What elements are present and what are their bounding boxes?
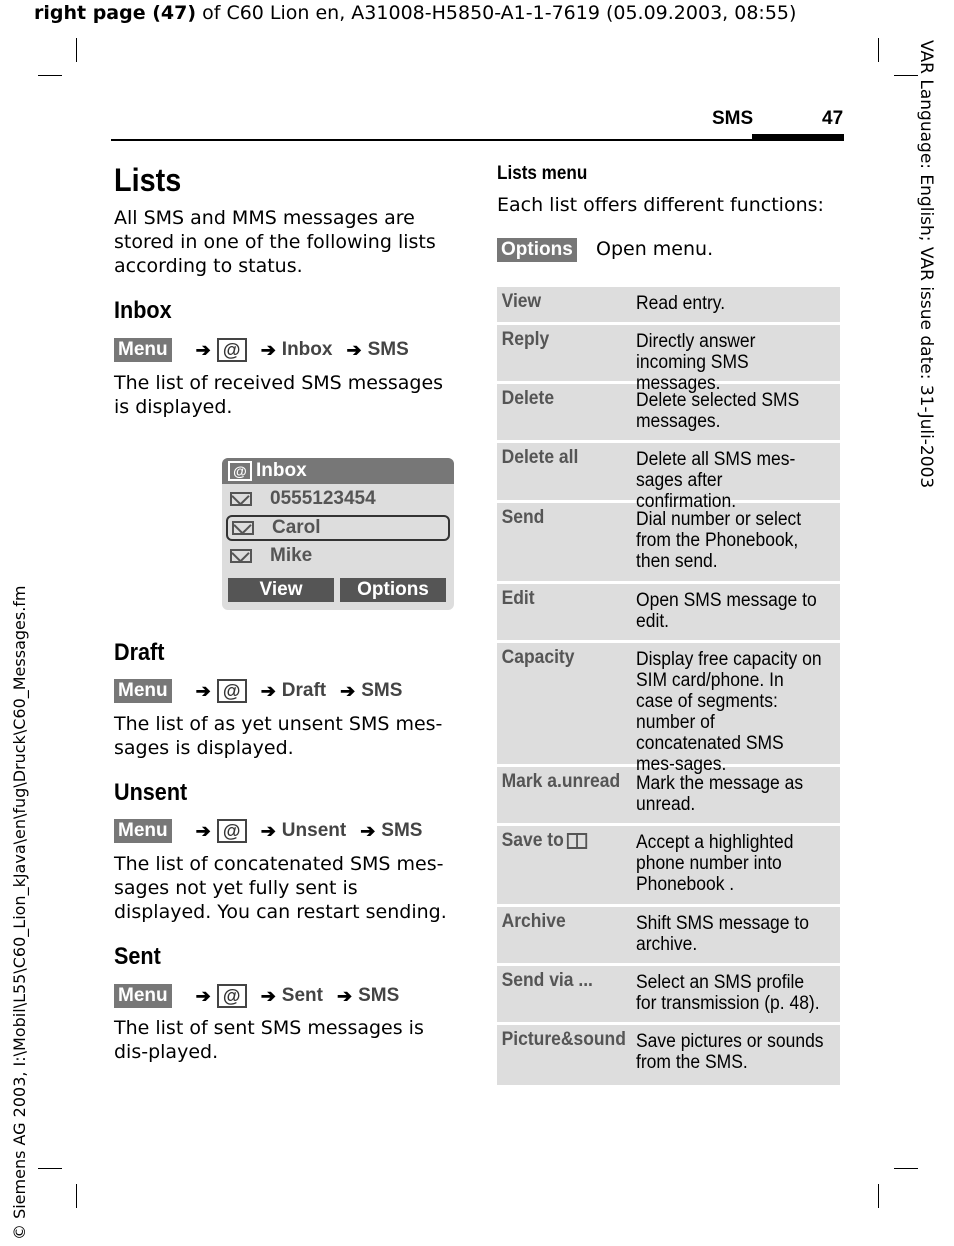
function-desc: Shift SMS message to archive. xyxy=(636,913,809,955)
unsent-nav xyxy=(114,818,436,844)
function-desc: Display free capacity on SIM card/phone. In case of segments: number of concatenated SMS mes-sages. xyxy=(636,649,822,775)
function-desc: Directly answer incoming SMS messages. xyxy=(636,331,756,394)
table-row xyxy=(497,384,840,443)
unsent-text: The list of concatenated SMS mes-sages not yet fully sent is displayed. You can restart sending. xyxy=(114,853,447,923)
side-text-right: VAR Language: English; VAR issue date: 31-Juli-2003 xyxy=(916,40,936,489)
function-name xyxy=(497,826,625,904)
page-number: 47 xyxy=(822,108,844,129)
nav-sms: SMS xyxy=(381,820,423,841)
envelope-icon xyxy=(230,549,252,563)
function-desc: Select an SMS profile for transmission (p. 48). xyxy=(636,972,820,1014)
function-name: Delete all xyxy=(501,447,579,468)
table-row xyxy=(497,966,840,1025)
table-row xyxy=(497,584,840,643)
header-rule-accent xyxy=(752,134,844,139)
print-header-rest: of C60 Lion en, A31008-H5850-A1-1-7619 (05.09.2003, 08:55) xyxy=(196,2,797,24)
function-name: Send via ... xyxy=(501,970,593,991)
arrow-icon: ➔ xyxy=(340,680,356,701)
crop-mark xyxy=(878,38,879,62)
phonebook-icon xyxy=(567,833,587,849)
list-item-label: Carol xyxy=(272,517,321,538)
arrow-icon: ➔ xyxy=(336,985,353,1006)
function-name: Capacity xyxy=(501,647,575,668)
arrow-icon: ➔ xyxy=(260,985,276,1006)
crop-mark xyxy=(878,1184,879,1208)
sent-text: The list of sent SMS messages is dis-played. xyxy=(114,1017,424,1063)
crop-mark xyxy=(894,75,918,76)
table-row xyxy=(497,443,840,512)
messages-icon: @ xyxy=(228,461,252,481)
sent-nav xyxy=(114,983,413,1009)
arrow-icon: ➔ xyxy=(260,339,276,360)
function-name-text: Save to xyxy=(501,830,564,851)
options-text: Open menu. xyxy=(596,238,714,260)
function-name: Mark a.unread xyxy=(501,771,621,792)
arrow-icon: ➔ xyxy=(260,680,276,701)
table-row xyxy=(497,503,840,584)
phone-title-bar xyxy=(222,458,454,484)
menu-key: Menu xyxy=(114,984,172,1008)
phone-screen xyxy=(222,458,454,610)
arrow-icon: ➔ xyxy=(195,820,211,841)
messages-icon: @ xyxy=(217,679,247,703)
arrow-icon: ➔ xyxy=(195,680,211,701)
functions-table xyxy=(497,287,840,1085)
draft-title: Draft xyxy=(114,639,165,666)
function-name: Archive xyxy=(501,911,566,932)
print-header xyxy=(34,2,796,24)
nav-inbox: Inbox xyxy=(281,339,333,360)
list-item[interactable] xyxy=(226,486,450,512)
menu-key: Menu xyxy=(114,338,172,362)
function-desc: Read entry. xyxy=(636,293,726,314)
sent-title: Sent xyxy=(114,943,161,970)
menu-key: Menu xyxy=(114,819,172,843)
envelope-icon xyxy=(230,492,252,506)
function-desc: Delete selected SMS messages. xyxy=(636,390,800,432)
nav-sms: SMS xyxy=(361,680,403,701)
table-row xyxy=(497,1025,840,1085)
table-row xyxy=(497,767,840,826)
function-desc: Accept a highlighted phone number into Phonebook . xyxy=(636,832,794,895)
function-desc: Delete all SMS mes-sages after confirmation. xyxy=(636,449,796,512)
function-desc: Open SMS message to edit. xyxy=(636,590,817,632)
nav-sms: SMS xyxy=(358,985,400,1006)
function-desc: Dial number or select from the Phonebook, then send. xyxy=(636,509,802,572)
crop-mark xyxy=(76,38,77,62)
messages-icon: @ xyxy=(217,338,247,362)
function-desc: Mark the message as unread. xyxy=(636,773,804,815)
envelope-icon xyxy=(232,521,254,535)
list-item-selected[interactable] xyxy=(226,515,450,541)
function-name: Reply xyxy=(501,329,550,350)
lists-title: Lists xyxy=(114,162,182,198)
lists-menu-desc: Each list offers different functions: xyxy=(497,194,824,216)
function-name: Edit xyxy=(501,588,535,609)
lists-menu-title: Lists menu xyxy=(497,163,588,184)
inbox-title: Inbox xyxy=(114,297,172,324)
draft-nav xyxy=(114,678,416,704)
softkey-view[interactable]: View xyxy=(228,578,334,602)
crop-mark xyxy=(38,1168,62,1169)
header-rule xyxy=(111,139,844,141)
side-text-left: © Siemens AG 2003, I:\Mobil\L55\C60_Lion_kJava\en\fug\Druck\C60_Messages.fm xyxy=(10,585,29,1240)
arrow-icon: ➔ xyxy=(195,985,211,1006)
crop-mark xyxy=(76,1184,77,1208)
table-row xyxy=(497,826,840,907)
lists-intro: All SMS and MMS messages are stored in one of the following lists according to status. xyxy=(114,207,436,277)
crop-mark xyxy=(38,75,62,76)
menu-key: Menu xyxy=(114,679,172,703)
table-row xyxy=(497,907,840,966)
arrow-icon: ➔ xyxy=(260,820,276,841)
table-row xyxy=(497,325,840,394)
options-key: Options xyxy=(497,238,577,262)
nav-sent: Sent xyxy=(281,985,323,1006)
nav-draft: Draft xyxy=(281,680,327,701)
function-desc: Save pictures or sounds from the SMS. xyxy=(636,1031,824,1073)
crop-mark xyxy=(894,1168,918,1169)
table-row xyxy=(497,287,840,325)
list-item-label: 0555123454 xyxy=(270,488,376,509)
print-header-bold: right page (47) xyxy=(34,2,197,24)
arrow-icon: ➔ xyxy=(195,339,211,360)
unsent-title: Unsent xyxy=(114,779,188,806)
arrow-icon: ➔ xyxy=(346,339,362,360)
phone-title: Inbox xyxy=(256,460,307,481)
section-title: SMS xyxy=(712,108,754,129)
function-name: Send xyxy=(501,507,545,528)
list-item-label: Mike xyxy=(270,545,313,566)
function-name: View xyxy=(501,291,542,312)
function-name: Picture&sound xyxy=(501,1029,626,1050)
table-row xyxy=(497,643,840,775)
messages-icon: @ xyxy=(217,819,247,843)
nav-sms: SMS xyxy=(367,339,409,360)
arrow-icon: ➔ xyxy=(360,820,376,841)
softkey-options[interactable]: Options xyxy=(340,578,446,602)
inbox-text: The list of received SMS messages is displayed. xyxy=(114,372,444,418)
inbox-nav xyxy=(114,337,423,363)
list-item[interactable] xyxy=(226,543,450,569)
nav-unsent: Unsent xyxy=(281,820,347,841)
function-name: Delete xyxy=(501,388,555,409)
draft-text: The list of as yet unsent SMS mes-sages is displayed. xyxy=(114,713,443,759)
messages-icon: @ xyxy=(217,984,247,1008)
